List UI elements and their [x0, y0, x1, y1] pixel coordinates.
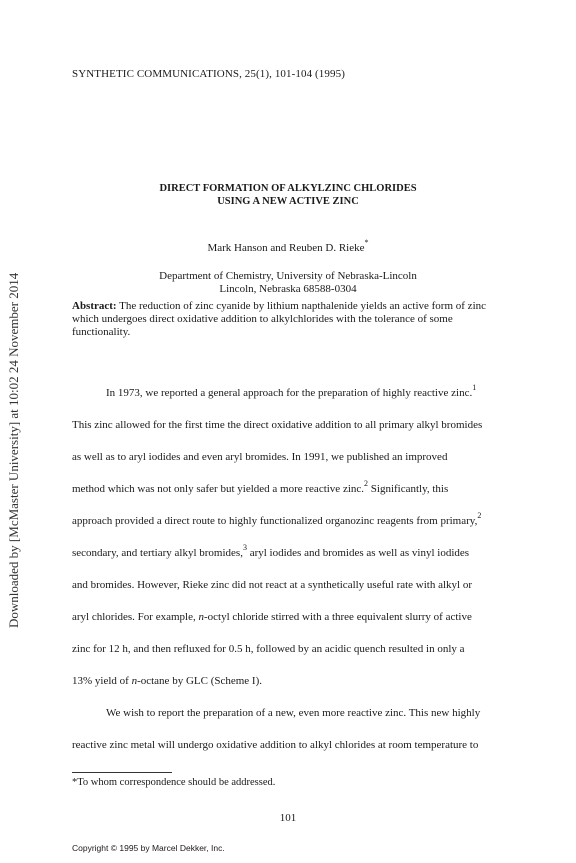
- download-watermark: Downloaded by [McMaster University] at 10:02 24 November 2014: [6, 272, 21, 628]
- article-title-line2: USING A NEW ACTIVE ZINC: [217, 196, 359, 207]
- abstract: [72, 300, 512, 339]
- affiliation-line1: Department of Chemistry, University of Nebraska-Lincoln: [159, 270, 417, 282]
- body-text-span: In 1973, we reported a general approach for the preparation of highly reactive zinc.: [106, 387, 473, 399]
- body-line: reactive zinc metal will undergo oxidative addition to alkyl chlorides at room temperature to: [72, 739, 479, 751]
- abstract-text: The reduction of zinc cyanide by lithium napthalenide yields an active form of zinc which undergoes direct oxidative addition to alkylchlorides with the tolerance of some functionality.: [72, 300, 487, 338]
- copyright-notice: Copyright © 1995 by Marcel Dekker, Inc.: [72, 843, 225, 853]
- abstract-label: Abstract:: [72, 300, 117, 312]
- body-text-span: approach provided a direct route to highly functionalized organozinc reagents from primary,: [72, 515, 478, 527]
- body-line: [72, 675, 262, 687]
- footnote: *To whom correspondence should be addressed.: [72, 777, 276, 788]
- body-line: [106, 383, 477, 399]
- body-line: This zinc allowed for the first time the direct oxidative addition to all primary alkyl bromides: [72, 419, 483, 431]
- citation-superscript: 1: [472, 383, 477, 392]
- body-line: [72, 479, 449, 495]
- body-line: [72, 543, 470, 559]
- citation-superscript: 2: [364, 479, 369, 488]
- author-names: Mark Hanson and Reuben D. Rieke: [207, 242, 365, 254]
- affiliation-line2: Lincoln, Nebraska 68588-0304: [219, 283, 357, 295]
- body-text-span: method which was not only safer but yielded a more reactive zinc.: [72, 483, 365, 495]
- body-line: [72, 611, 472, 623]
- body-text-span: -octyl chloride stirred with a three equivalent slurry of active: [203, 611, 472, 623]
- page-number: 101: [279, 812, 297, 824]
- body-text-span: Significantly, this: [368, 483, 449, 495]
- corresponding-author-mark: *: [364, 238, 369, 247]
- body-line: We wish to report the preparation of a new, even more reactive zinc. This new highly: [106, 707, 481, 719]
- authors: [0, 238, 576, 254]
- body-text-span: 13% yield of: [72, 675, 132, 687]
- body-line: and bromides. However, Rieke zinc did not react at a synthetically useful rate with alkyl or: [72, 579, 473, 591]
- footnote-rule: [72, 772, 172, 773]
- body-line: as well as to aryl iodides and even aryl bromides. In 1991, we published an improved: [72, 451, 448, 463]
- body-line: [72, 511, 482, 527]
- journal-header: SYNTHETIC COMMUNICATIONS, 25(1), 101-104 (1995): [72, 68, 345, 80]
- citation-superscript: 3: [242, 543, 247, 552]
- article-title-line1: DIRECT FORMATION OF ALKYLZINC CHLORIDES: [159, 183, 417, 194]
- italic-n: n: [198, 611, 204, 623]
- body-text-span: aryl chlorides. For example,: [72, 611, 199, 623]
- citation-superscript: 2: [477, 511, 482, 520]
- body-text-span: secondary, and tertiary alkyl bromides,: [72, 547, 243, 559]
- body-line: zinc for 12 h, and then refluxed for 0.5 h, followed by an acidic quench resulted in only a: [72, 643, 465, 655]
- italic-n: n: [131, 675, 138, 687]
- body-text-span: -octane by GLC (Scheme I).: [137, 675, 263, 687]
- body-text-span: aryl iodides and bromides as well as vinyl iodides: [246, 547, 470, 559]
